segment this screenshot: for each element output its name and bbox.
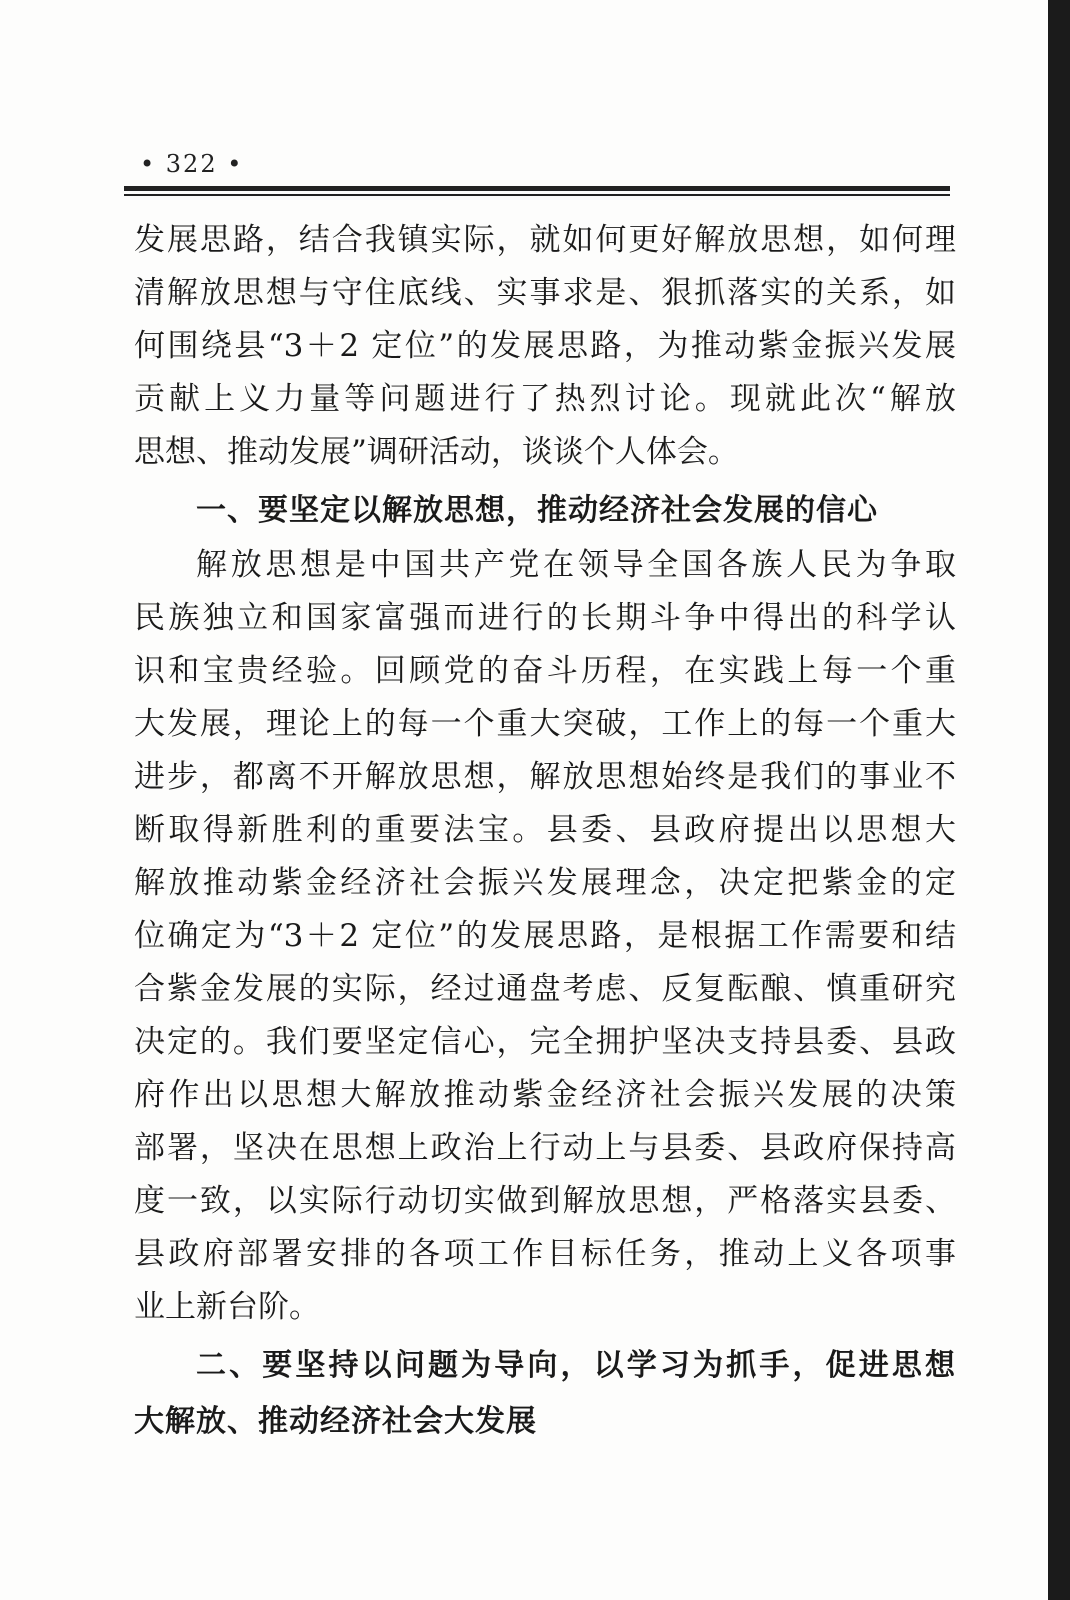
text-line: 民族独立和国家富强而进行的长期斗争中得出的科学认 xyxy=(134,600,956,636)
text-line: 部署，坚决在思想上政治上行动上与县委、县政府保持高 xyxy=(134,1130,956,1166)
text-line: 度一致，以实际行动切实做到解放思想，严格落实县委、 xyxy=(134,1183,956,1219)
header-rule xyxy=(124,186,950,196)
text-line: 进步，都离不开解放思想，解放思想始终是我们的事业不 xyxy=(134,759,956,795)
text-line: 思想、推动发展”调研活动，谈谈个人体会。 xyxy=(134,434,739,470)
text-line: 贡献上义力量等问题进行了热烈讨论。现就此次“解放 xyxy=(134,381,956,417)
section-heading-1: 一、要坚定以解放思想，推动经济社会发展的信心 xyxy=(196,493,878,528)
header-rule-thin xyxy=(124,194,950,196)
page-number: • 322 • xyxy=(140,150,244,178)
text-line: 业上新台阶。 xyxy=(134,1289,320,1325)
text-line: 府作出以思想大解放推动紫金经济社会振兴发展的决策 xyxy=(134,1077,956,1113)
body-text xyxy=(134,214,956,1450)
text-line: 大发展，理论上的每一个重大突破，工作上的每一个重大 xyxy=(134,706,956,742)
heading-line: 大解放、推动经济社会大发展 xyxy=(134,1404,537,1439)
text-line: 清解放思想与守住底线、实事求是、狠抓落实的关系，如 xyxy=(134,275,956,311)
text-line: 解放思想是中国共产党在领导全国各族人民为争取 xyxy=(196,547,956,583)
text-line: 何围绕县“3＋2 定位”的发展思路，为推动紫金振兴发展 xyxy=(134,328,956,364)
text-line: 县政府部署安排的各项工作目标任务，推动上义各项事 xyxy=(134,1236,956,1272)
section-heading-2 xyxy=(134,1338,956,1450)
paragraph-2 xyxy=(134,539,956,1334)
heading-line: 二、要坚持以问题为导向，以学习为抓手，促进思想 xyxy=(196,1348,956,1383)
text-line: 位确定为“3＋2 定位”的发展思路，是根据工作需要和结 xyxy=(134,918,956,954)
text-line: 发展思路，结合我镇实际，就如何更好解放思想，如何理 xyxy=(134,222,956,258)
text-line: 合紫金发展的实际，经过通盘考虑、反复酝酿、慎重研究 xyxy=(134,971,956,1007)
scan-edge-shadow xyxy=(1048,0,1070,1600)
header-rule-thick xyxy=(124,186,950,191)
text-line: 解放推动紫金经济社会振兴发展理念，决定把紫金的定 xyxy=(134,865,956,901)
text-line: 识和宝贵经验。回顾党的奋斗历程，在实践上每一个重 xyxy=(134,653,956,689)
text-line: 断取得新胜利的重要法宝。县委、县政府提出以思想大 xyxy=(134,812,956,848)
text-line: 决定的。我们要坚定信心，完全拥护坚决支持县委、县政 xyxy=(134,1024,956,1060)
paragraph-1 xyxy=(134,214,956,479)
